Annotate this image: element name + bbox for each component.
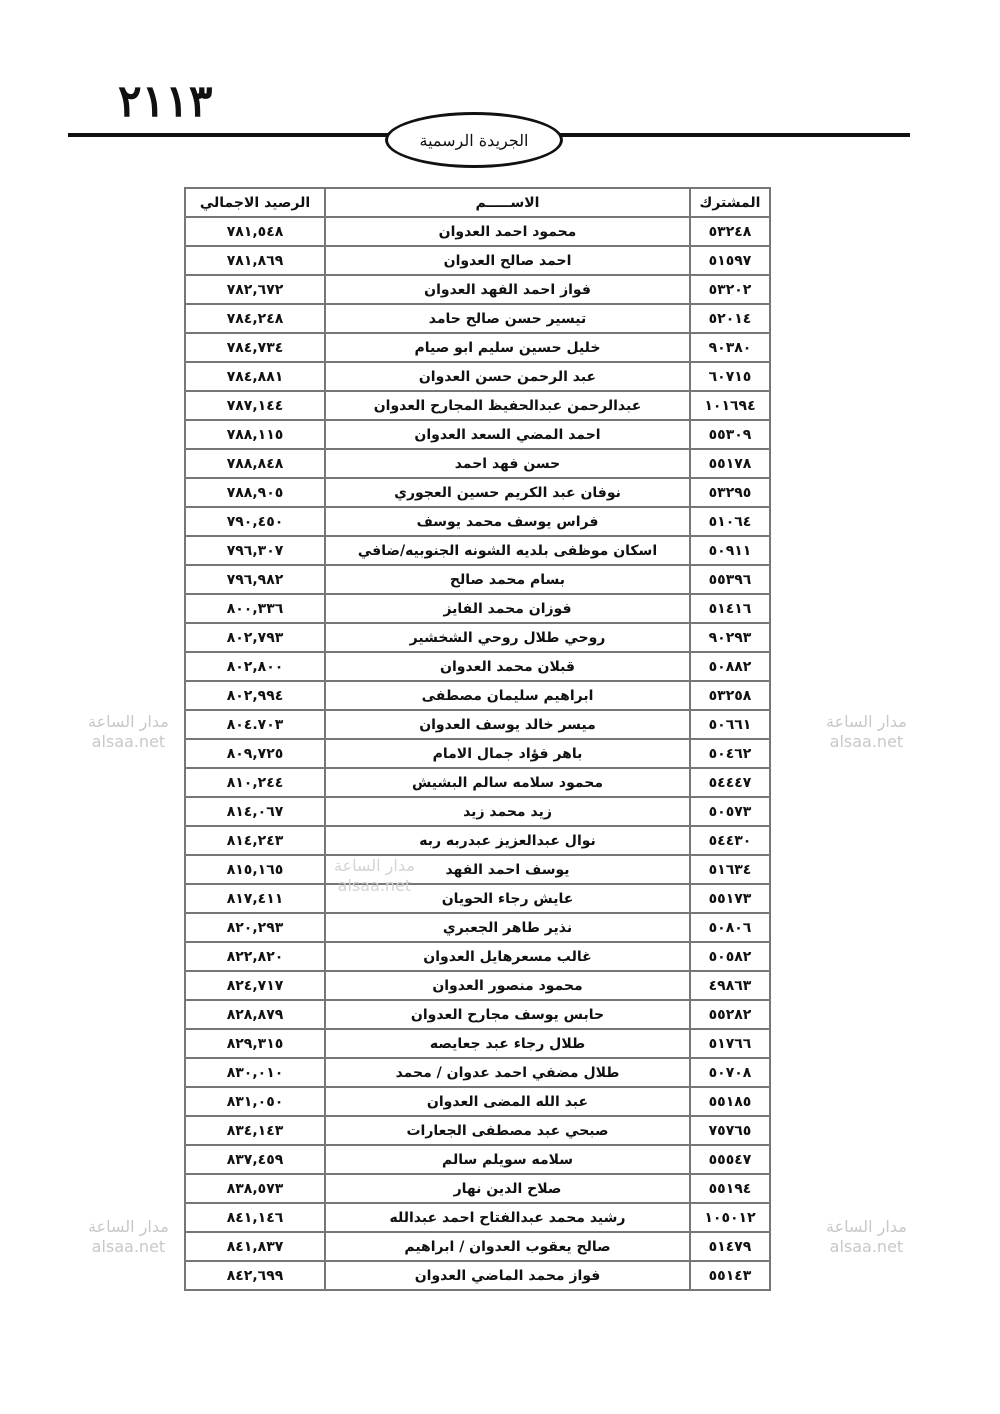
table-row xyxy=(185,594,770,623)
balance-cell: ٧٨٨,٩٠٥ xyxy=(185,478,325,507)
balance-cell: ٨٢٢,٨٢٠ xyxy=(185,942,325,971)
name-cell: روحي طلال روحي الشخشير xyxy=(325,623,690,652)
balance-cell: ٨١٠,٢٤٤ xyxy=(185,768,325,797)
balance-cell: ٨٠٢,٧٩٣ xyxy=(185,623,325,652)
subscriber-id-cell: ٥١٥٩٧ xyxy=(690,246,770,275)
balance-cell: ٧٨٨,١١٥ xyxy=(185,420,325,449)
name-cell: عبد الرحمن حسن العدوان xyxy=(325,362,690,391)
balance-cell: ٧٨٤,٧٣٤ xyxy=(185,333,325,362)
table-row xyxy=(185,884,770,913)
table-row xyxy=(185,710,770,739)
balance-cell: ٨١٤,٢٤٣ xyxy=(185,826,325,855)
table-row xyxy=(185,1087,770,1116)
subscriber-id-cell: ٥٣٢٩٥ xyxy=(690,478,770,507)
balance-cell: ٨٠٢,٩٩٤ xyxy=(185,681,325,710)
table-row xyxy=(185,1116,770,1145)
name-cell: طلال رجاء عبد جعايصه xyxy=(325,1029,690,1058)
table-row xyxy=(185,913,770,942)
table-row xyxy=(185,1000,770,1029)
table-row xyxy=(185,1029,770,1058)
table-row xyxy=(185,652,770,681)
watermark xyxy=(826,1217,907,1257)
name-cell: زيد محمد زيد xyxy=(325,797,690,826)
name-cell: باهر فؤاد جمال الامام xyxy=(325,739,690,768)
page-number: ٢١١٣ xyxy=(118,76,213,127)
column-header-name: الاســـــم xyxy=(325,188,690,217)
table-row xyxy=(185,478,770,507)
name-cell: بسام محمد صالح xyxy=(325,565,690,594)
balance-cell: ٧٩٠,٤٥٠ xyxy=(185,507,325,536)
balance-cell: ٨١٤,٠٦٧ xyxy=(185,797,325,826)
subscriber-id-cell: ٥٥١٤٣ xyxy=(690,1261,770,1290)
table-row xyxy=(185,565,770,594)
name-cell: احمد صالح العدوان xyxy=(325,246,690,275)
subscriber-id-cell: ١٠١٦٩٤ xyxy=(690,391,770,420)
watermark-latin: alsaa.net xyxy=(829,732,904,751)
subscriber-id-cell: ٥٥١٨٥ xyxy=(690,1087,770,1116)
name-cell: محمود سلامه سالم البشيش xyxy=(325,768,690,797)
balance-cell: ٨٣٨,٥٧٣ xyxy=(185,1174,325,1203)
name-cell: سلامه سويلم سالم xyxy=(325,1145,690,1174)
name-cell: يوسف احمد الفهد xyxy=(325,855,690,884)
watermark xyxy=(88,1217,169,1257)
subscriber-id-cell: ٥٣٢٤٨ xyxy=(690,217,770,246)
subscriber-id-cell: ٩٠٣٨٠ xyxy=(690,333,770,362)
subscriber-id-cell: ٧٥٧٦٥ xyxy=(690,1116,770,1145)
balance-cell: ٨٠٠,٣٣٦ xyxy=(185,594,325,623)
balance-cell: ٧٩٦,٩٨٢ xyxy=(185,565,325,594)
subscriber-id-cell: ٥٠٩١١ xyxy=(690,536,770,565)
balance-cell: ٨٢٨,٨٧٩ xyxy=(185,1000,325,1029)
name-cell: خليل حسين سليم ابو صيام xyxy=(325,333,690,362)
subscriber-id-cell: ٥٠٧٠٨ xyxy=(690,1058,770,1087)
subscriber-id-cell: ٥١٧٦٦ xyxy=(690,1029,770,1058)
balance-cell: ٨٢٤,٧١٧ xyxy=(185,971,325,1000)
balance-cell: ٨٤١,٨٣٧ xyxy=(185,1232,325,1261)
subscriber-id-cell: ٩٠٢٩٣ xyxy=(690,623,770,652)
balance-cell: ٨٠٤.٧٠٣ xyxy=(185,710,325,739)
subscriber-id-cell: ١٠٥٠١٢ xyxy=(690,1203,770,1232)
table-row xyxy=(185,739,770,768)
subscriber-id-cell: ٦٠٧١٥ xyxy=(690,362,770,391)
subscriber-id-cell: ٥٥٣٩٦ xyxy=(690,565,770,594)
balance-cell: ٨١٥,١٦٥ xyxy=(185,855,325,884)
name-cell: غالب مسعرهايل العدوان xyxy=(325,942,690,971)
table-row xyxy=(185,275,770,304)
table-row xyxy=(185,797,770,826)
table-row xyxy=(185,449,770,478)
name-cell: محمود منصور العدوان xyxy=(325,971,690,1000)
subscriber-id-cell: ٥١٤٧٩ xyxy=(690,1232,770,1261)
balance-cell: ٨٠٢,٨٠٠ xyxy=(185,652,325,681)
table-row xyxy=(185,217,770,246)
subscriber-id-cell: ٥٥٢٨٢ xyxy=(690,1000,770,1029)
subscriber-id-cell: ٥٣٢٠٢ xyxy=(690,275,770,304)
subscriber-id-cell: ٥٤٤٤٧ xyxy=(690,768,770,797)
table-row xyxy=(185,1058,770,1087)
table-row xyxy=(185,855,770,884)
subscriber-id-cell: ٥٥١٧٨ xyxy=(690,449,770,478)
table-row xyxy=(185,1203,770,1232)
subscriber-id-cell: ٥٥٣٠٩ xyxy=(690,420,770,449)
table-row xyxy=(185,1261,770,1290)
watermark-arabic: مدار الساعة xyxy=(826,1217,907,1236)
subscriber-id-cell: ٥٠٥٨٢ xyxy=(690,942,770,971)
table-row xyxy=(185,246,770,275)
watermark-arabic: مدار الساعة xyxy=(88,1217,169,1236)
watermark-latin: alsaa.net xyxy=(829,1237,904,1256)
name-cell: احمد المضي السعد العدوان xyxy=(325,420,690,449)
subscriber-id-cell: ٥٤٤٣٠ xyxy=(690,826,770,855)
name-cell: رشيد محمد عبدالفتاح احمد عبدالله xyxy=(325,1203,690,1232)
name-cell: عبد الله المضى العدوان xyxy=(325,1087,690,1116)
table-row xyxy=(185,1174,770,1203)
balance-cell: ٨٢٩,٣١٥ xyxy=(185,1029,325,1058)
watermark-latin: alsaa.net xyxy=(91,732,166,751)
subscriber-id-cell: ٥٠٥٧٣ xyxy=(690,797,770,826)
balance-cell: ٨٣٤,١٤٣ xyxy=(185,1116,325,1145)
name-cell: عايش رجاء الحويان xyxy=(325,884,690,913)
table-row xyxy=(185,420,770,449)
subscriber-id-cell: ٥٠٤٦٢ xyxy=(690,739,770,768)
balance-cell: ٧٨٢,٦٧٢ xyxy=(185,275,325,304)
name-cell: ابراهيم سليمان مصطفى xyxy=(325,681,690,710)
balance-cell: ٨٤١,١٤٦ xyxy=(185,1203,325,1232)
name-cell: حسن فهد احمد xyxy=(325,449,690,478)
subscriber-id-cell: ٥٥١٩٤ xyxy=(690,1174,770,1203)
name-cell: نوال عبدالعزيز عبدربه ربه xyxy=(325,826,690,855)
name-cell: اسكان موظفى بلديه الشونه الجنوبيه/ضافي xyxy=(325,536,690,565)
gazette-title-oval xyxy=(385,112,563,168)
name-cell: تيسير حسن صالح حامد xyxy=(325,304,690,333)
table-row xyxy=(185,536,770,565)
table-row xyxy=(185,1232,770,1261)
watermark xyxy=(826,712,907,752)
name-cell: نذير طاهر الجعبري xyxy=(325,913,690,942)
gazette-title: الجريدة الرسمية xyxy=(419,130,529,150)
balance-cell: ٧٨٤,٨٨١ xyxy=(185,362,325,391)
table-row xyxy=(185,768,770,797)
watermark-arabic: مدار الساعة xyxy=(334,856,415,875)
subscriber-id-cell: ٥٥١٧٣ xyxy=(690,884,770,913)
balance-cell: ٨٣٧,٤٥٩ xyxy=(185,1145,325,1174)
table-row xyxy=(185,826,770,855)
subscriber-id-cell: ٥٢٠١٤ xyxy=(690,304,770,333)
watermark-arabic: مدار الساعة xyxy=(88,712,169,731)
name-cell: فوزان محمد الفايز xyxy=(325,594,690,623)
table-row xyxy=(185,304,770,333)
name-cell: حابس يوسف مجارح العدوان xyxy=(325,1000,690,1029)
name-cell: صبحي عبد مصطفى الجعارات xyxy=(325,1116,690,1145)
name-cell: قبلان محمد العدوان xyxy=(325,652,690,681)
subscriber-id-cell: ٥٠٨٨٢ xyxy=(690,652,770,681)
column-header-balance: الرصيد الاجمالي xyxy=(185,188,325,217)
table-row xyxy=(185,942,770,971)
balance-cell: ٧٨٧,١٤٤ xyxy=(185,391,325,420)
subscriber-id-cell: ٥٠٨٠٦ xyxy=(690,913,770,942)
table-row xyxy=(185,333,770,362)
table-header-row xyxy=(185,188,770,217)
balance-cell: ٨٤٢,٦٩٩ xyxy=(185,1261,325,1290)
table-row xyxy=(185,681,770,710)
name-cell: عبدالرحمن عبدالحفيظ المجارح العدوان xyxy=(325,391,690,420)
name-cell: فواز احمد الفهد العدوان xyxy=(325,275,690,304)
table-body xyxy=(185,217,770,1290)
balance-cell: ٧٨١,٥٤٨ xyxy=(185,217,325,246)
subscriber-id-cell: ٥٥٥٤٧ xyxy=(690,1145,770,1174)
name-cell: ميسر خالد يوسف العدوان xyxy=(325,710,690,739)
subscriber-id-cell: ٥١٦٣٤ xyxy=(690,855,770,884)
balance-cell: ٧٨١,٨٦٩ xyxy=(185,246,325,275)
subscriber-id-cell: ٥١٠٦٤ xyxy=(690,507,770,536)
subscriber-id-cell: ٥٣٢٥٨ xyxy=(690,681,770,710)
watermark xyxy=(88,712,169,752)
subscribers-table xyxy=(184,187,771,1291)
subscriber-id-cell: ٤٩٨٦٣ xyxy=(690,971,770,1000)
subscriber-id-cell: ٥٠٦٦١ xyxy=(690,710,770,739)
balance-cell: ٨٠٩,٧٢٥ xyxy=(185,739,325,768)
table-row xyxy=(185,1145,770,1174)
name-cell: طلال مضفي احمد عدوان / محمد xyxy=(325,1058,690,1087)
name-cell: نوفان عبد الكريم حسين العجوري xyxy=(325,478,690,507)
table-row xyxy=(185,507,770,536)
watermark-latin: alsaa.net xyxy=(337,876,412,895)
balance-cell: ٨١٧,٤١١ xyxy=(185,884,325,913)
balance-cell: ٨٣١,٠٥٠ xyxy=(185,1087,325,1116)
watermark-arabic: مدار الساعة xyxy=(826,712,907,731)
table-row xyxy=(185,971,770,1000)
watermark-latin: alsaa.net xyxy=(91,1237,166,1256)
table-row xyxy=(185,391,770,420)
watermark xyxy=(334,856,415,896)
name-cell: فواز محمد الماضي العدوان xyxy=(325,1261,690,1290)
balance-cell: ٧٩٦,٣٠٧ xyxy=(185,536,325,565)
name-cell: محمود احمد العدوان xyxy=(325,217,690,246)
name-cell: فراس يوسف محمد يوسف xyxy=(325,507,690,536)
balance-cell: ٨٢٠,٢٩٣ xyxy=(185,913,325,942)
name-cell: صالح يعقوب العدوان / ابراهيم xyxy=(325,1232,690,1261)
table-row xyxy=(185,362,770,391)
balance-cell: ٧٨٨,٨٤٨ xyxy=(185,449,325,478)
column-header-subscriber: المشترك xyxy=(690,188,770,217)
balance-cell: ٧٨٤,٢٤٨ xyxy=(185,304,325,333)
name-cell: صلاح الدين نهار xyxy=(325,1174,690,1203)
table-row xyxy=(185,623,770,652)
subscriber-id-cell: ٥١٤١٦ xyxy=(690,594,770,623)
balance-cell: ٨٣٠,٠١٠ xyxy=(185,1058,325,1087)
